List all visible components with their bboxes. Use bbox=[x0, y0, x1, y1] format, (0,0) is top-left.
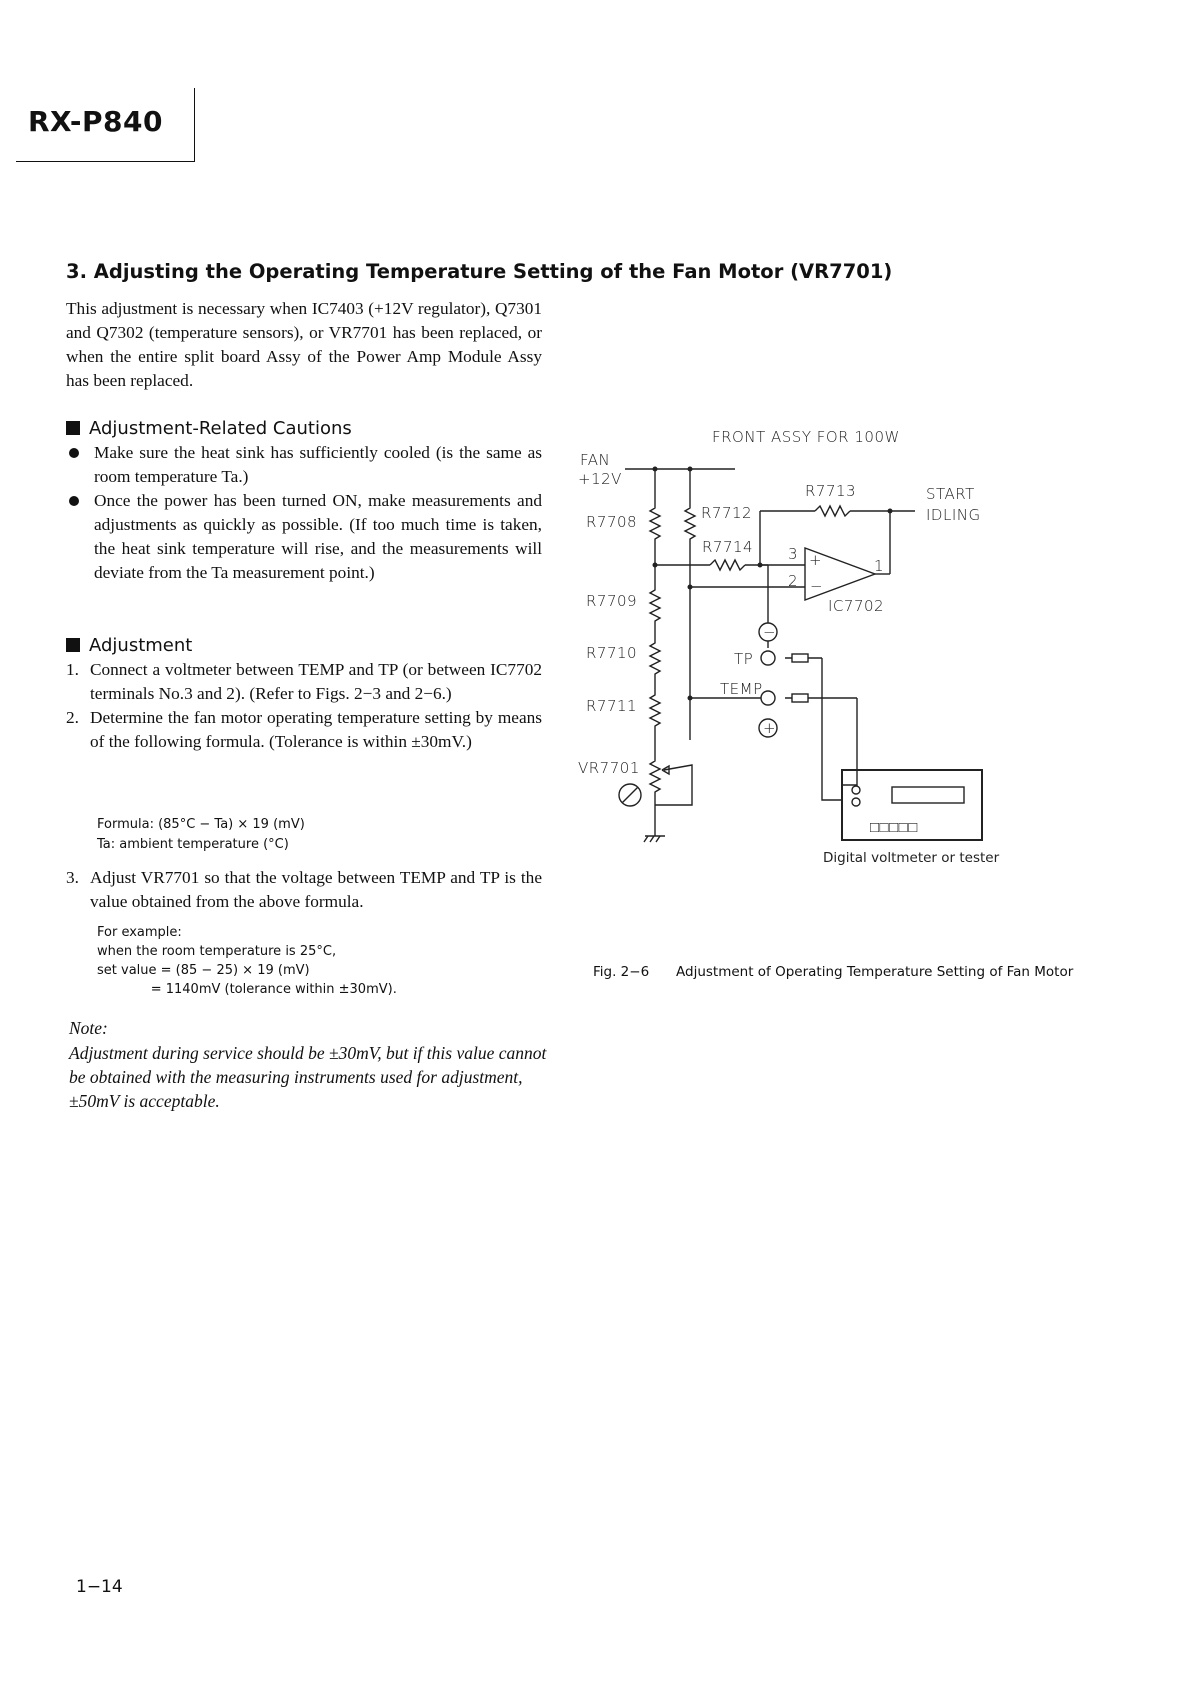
adjustment-heading bbox=[66, 635, 192, 656]
page-number: 1−14 bbox=[76, 1577, 123, 1597]
r7709-label: R7709 bbox=[586, 592, 638, 610]
square-bullet-icon bbox=[66, 421, 80, 435]
ic7702-label: IC7702 bbox=[828, 597, 885, 615]
step-text: Adjust VR7701 so that the voltage between TEMP and TP is the value obtained from the above formula. bbox=[90, 868, 542, 911]
section-title: 3. Adjusting the Operating Temperature Setting of the Fan Motor (VR7701) bbox=[66, 260, 893, 283]
pin2-label: 2 bbox=[788, 572, 799, 590]
r7711-label: R7711 bbox=[586, 697, 638, 715]
fan-temperature-schematic bbox=[578, 428, 1100, 900]
supply-label: +12V bbox=[578, 470, 622, 488]
test-points bbox=[759, 623, 860, 806]
r7712-label: R7712 bbox=[701, 504, 753, 522]
fan-label: FAN bbox=[580, 451, 611, 469]
r7714-label: R7714 bbox=[702, 538, 754, 556]
figure-number: Fig. 2−6 bbox=[593, 964, 650, 980]
intro-paragraph: This adjustment is necessary when IC7403 (+12V regulator), Q7301 and Q7302 (temperature sensors), or VR7701 has been replaced, or when the entire split board Assy of the Power Amp Module Assy has been replaced. bbox=[66, 299, 542, 390]
temp-terminal[interactable] bbox=[761, 691, 775, 705]
figure-header: FRONT ASSY FOR 100W bbox=[712, 428, 900, 446]
figure-caption bbox=[593, 962, 1073, 982]
header-divider-horizontal bbox=[16, 161, 195, 163]
cautions-list bbox=[66, 441, 542, 585]
adjustment-step-3 bbox=[66, 866, 542, 914]
schematic-wires bbox=[619, 469, 982, 842]
start-label: START bbox=[926, 485, 975, 503]
formula-definition: Ta: ambient temperature (°C) bbox=[97, 837, 289, 852]
idling-label: IDLING bbox=[926, 506, 981, 524]
tp-terminal[interactable] bbox=[761, 651, 775, 665]
cautions-heading-text: Adjustment-Related Cautions bbox=[89, 418, 352, 439]
opamp-minus-label: − bbox=[810, 577, 824, 595]
figure-caption-text: Adjustment of Operating Temperature Setting of Fan Motor bbox=[676, 964, 1074, 980]
meter-caption: Digital voltmeter or tester bbox=[823, 850, 1000, 866]
step-number: 3. bbox=[66, 868, 79, 887]
bullet-dot-icon bbox=[69, 448, 79, 458]
meter-display: □□□□□ bbox=[870, 818, 918, 836]
r7713-label: R7713 bbox=[805, 482, 857, 500]
meter-input-terminal bbox=[852, 786, 860, 794]
formula-block bbox=[97, 815, 305, 855]
step-text: Determine the fan motor operating temperature setting by means of the following formula. (Tolerance is within ±30mV.) bbox=[90, 708, 542, 751]
minus-sign: − bbox=[763, 623, 777, 641]
list-item bbox=[66, 441, 542, 489]
step-number: 1. bbox=[66, 660, 79, 679]
vr7701-label: VR7701 bbox=[578, 759, 640, 777]
example-block: For example: when the room temperature is 25°C, set value = (85 − 25) × 19 (mV) = 1140mV (tolerance within ±30mV). bbox=[97, 925, 397, 997]
formula-line: Formula: (85°C − Ta) × 19 (mV) bbox=[97, 817, 305, 832]
step-text: Connect a voltmeter between TEMP and TP (or between IC7702 terminals No.3 and 2). (Refer to Figs. 2−3 and 2−6.) bbox=[90, 660, 542, 703]
list-item bbox=[66, 706, 542, 754]
temp-label: TEMP bbox=[720, 680, 763, 698]
bullet-dot-icon bbox=[69, 496, 79, 506]
schematic-nodes bbox=[653, 467, 893, 701]
r7710-label: R7710 bbox=[586, 644, 638, 662]
adjustment-steps bbox=[66, 658, 542, 754]
header-model-box bbox=[16, 88, 195, 162]
tp-label: TP bbox=[734, 650, 754, 668]
cautions-heading bbox=[66, 418, 352, 439]
pin1-label: 1 bbox=[874, 557, 885, 575]
adjustment-heading-text: Adjustment bbox=[89, 635, 193, 656]
note-text: Adjustment during service should be ±30mV, but if this value cannot be obtained with the measuring instruments used for adjustment, ±50mV is acceptable. bbox=[69, 1043, 547, 1111]
step-number: 2. bbox=[66, 708, 79, 727]
list-item bbox=[66, 658, 542, 706]
caution-text: Make sure the heat sink has sufficiently cooled (is the same as room temperature Ta.) bbox=[94, 443, 542, 486]
list-item bbox=[66, 866, 542, 914]
header-divider-vertical bbox=[194, 88, 196, 162]
plus-sign: + bbox=[763, 719, 777, 737]
note-label: Note: bbox=[69, 1018, 108, 1038]
model-title: RX-P840 bbox=[28, 105, 163, 138]
list-item bbox=[66, 489, 542, 585]
r7708-label: R7708 bbox=[586, 513, 638, 531]
square-bullet-icon bbox=[66, 638, 80, 652]
pin3-label: 3 bbox=[788, 545, 799, 563]
opamp-plus-label: + bbox=[809, 551, 823, 569]
caution-text: Once the power has been turned ON, make measurements and adjustments as quickly as possible. (If too much time is taken, the heat sink temperature will rise, and the measurements will deviate from the Ta measurement point.) bbox=[94, 491, 542, 582]
meter-input-terminal bbox=[852, 798, 860, 806]
